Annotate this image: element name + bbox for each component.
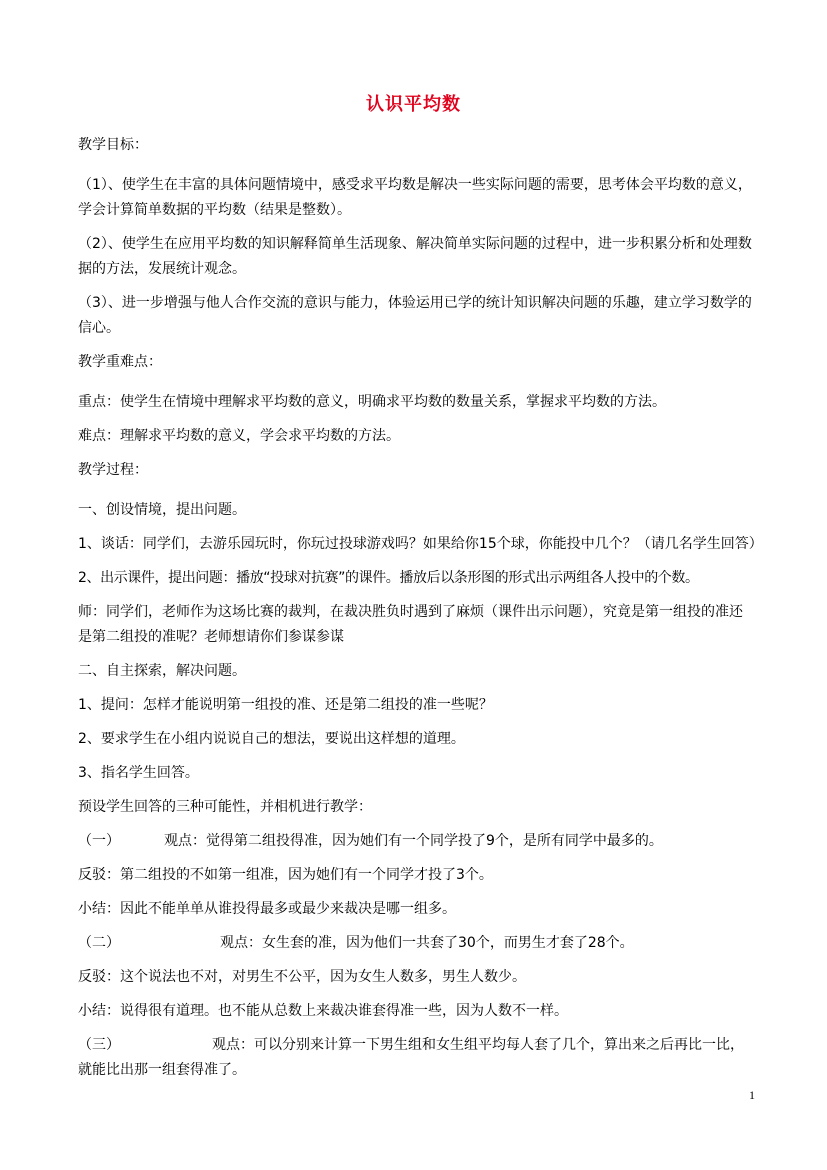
goal-1: （1）、使学生在丰富的具体问题情境中，感受求平均数是解决一些实际问题的需要，思考体会平均数的意义，学会计算简单数据的平均数（结果是整数）。	[78, 177, 752, 218]
case-2-view-row	[78, 931, 756, 956]
case-1-view-row	[78, 829, 756, 854]
goal-3: （3）、进一步增强与他人合作交流的意识与能力，体验运用已学的统计知识解决问题的乐趣，建立学习数学的信心。	[78, 295, 752, 336]
part2-item-3: 3、指名学生回答。	[78, 765, 199, 781]
process-heading: 教学过程：	[78, 462, 148, 478]
case-2-summary: 小结：说得很有道理。也不能从总数上来裁决谁套得准一些，因为人数不一样。	[78, 1003, 568, 1019]
case-3-view: 观点：可以分别来计算一下男生组和女生组平均每人套了几个，算出来之后再比一比，就能比出那一组套得准了。	[78, 1037, 744, 1078]
case-2-view: 观点：女生套的准，因为他们一共套了30个，而男生才套了28个。	[220, 935, 634, 951]
keypoints-heading: 教学重难点：	[78, 354, 162, 370]
case-2-rebuttal: 反驳：这个说法也不对，对男生不公平，因为女生人数多，男生人数少。	[78, 969, 526, 985]
case-1-label: （一）	[78, 833, 120, 849]
case-1-summary: 小结：因此不能单单从谁投得最多或最少来裁决是哪一组多。	[78, 901, 456, 917]
part1-item-1: 1、谈话：同学们，去游乐园玩时，你玩过投球游戏吗？如果给你15个球，你能投中几个？（请几名学生回答）	[78, 536, 763, 552]
part1-item-3: 师：同学们，老师作为这场比赛的裁判，在裁决胜负时遇到了麻烦（课件出示问题），究竟是第一组投的准还是第二组投的准呢？老师想请你们参谋参谋	[78, 604, 743, 645]
part1-heading: 一、创设情境，提出问题。	[78, 502, 246, 518]
part2-item-2: 2、要求学生在小组内说说自己的想法，要说出这样想的道理。	[78, 731, 465, 747]
part2-item-4: 预设学生回答的三种可能性，并相机进行教学：	[78, 799, 372, 815]
document-title: 认识平均数	[366, 94, 461, 115]
goals-heading: 教学目标：	[78, 137, 148, 153]
case-3-view-row	[78, 1033, 756, 1083]
keypoint-text: 重点：使学生在情境中理解求平均数的意义，明确求平均数的数量关系，掌握求平均数的方法。	[78, 394, 666, 410]
case-1-view: 观点：觉得第二组投得准，因为她们有一个同学投了9个，是所有同学中最多的。	[164, 833, 663, 849]
case-2-label: （二）	[78, 935, 120, 951]
document-body	[78, 133, 763, 1092]
part2-heading: 二、自主探索，解决问题。	[78, 663, 246, 679]
difficulty-text: 难点：理解求平均数的意义，学会求平均数的方法。	[78, 428, 400, 444]
part2-item-1: 1、提问：怎样才能说明第一组投的准、还是第二组投的准一些呢？	[78, 697, 493, 713]
part1-item-2: 2、出示课件，提出问题：播放“投球对抗赛”的课件。播放后以条形图的形式出示两组各人投中的个数。	[78, 570, 699, 586]
case-1-rebuttal: 反驳：第二组投的不如第一组准，因为她们有一个同学才投了3个。	[78, 867, 493, 883]
goal-2: （2）、使学生在应用平均数的知识解释简单生活现象、解决简单实际问题的过程中，进一步积累分析和处理数据的方法，发展统计观念。	[78, 236, 752, 277]
case-3-label: （三）	[78, 1037, 120, 1053]
page-number: 1	[749, 1088, 755, 1102]
